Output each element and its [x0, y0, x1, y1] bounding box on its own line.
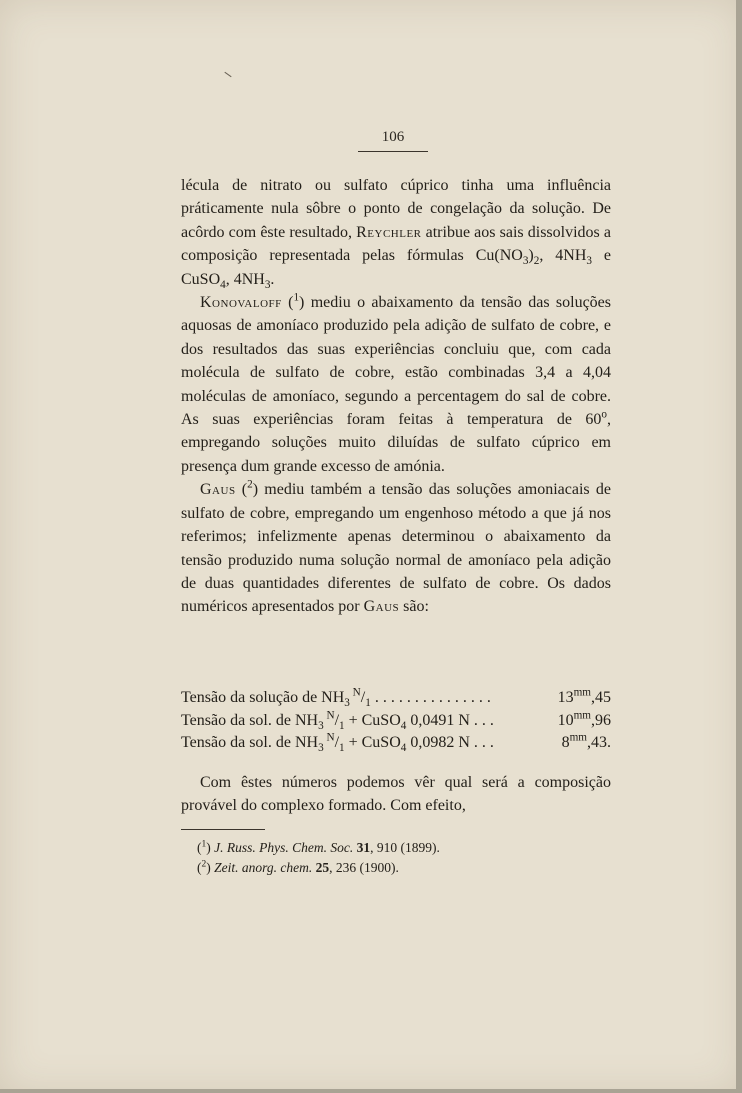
page-number: 106 — [381, 129, 405, 145]
paper-speck — [224, 72, 231, 77]
page-edge-bottom — [0, 1089, 742, 1093]
table-row-value: $13^{mm},45$ — [557, 686, 611, 706]
paragraph-3: Gaus ($^2$) mediu também a tensão das soluções amoniacais de sulfato de cobre, empregando um engenhoso método a que já nos referimos; infelizmente apenas determinou o abaixamento da tensão produzido numa solução normal de amoníaco pela adição de duas quantidades diferentes de sulfato de cobre. Os dados numéricos apresentados por Gaus são: — [181, 478, 612, 616]
closing-text — [181, 771, 611, 818]
footnotes — [197, 838, 597, 877]
data-table — [181, 687, 611, 755]
table-row-value: $10^{mm},96$ — [557, 709, 611, 729]
page-edge-right — [736, 0, 742, 1093]
table-row-label: Tensão da solução de $NH_3$ $^N/_1$ . . . . . . . . . . . . . . . — [181, 686, 491, 710]
table-row — [181, 710, 611, 733]
table-row — [181, 732, 611, 755]
paragraph-4: Com êstes números podemos vêr qual será a composição provável do complexo formado. Com efeito, — [181, 774, 611, 815]
footnote-1: ($^1$) J. Russ. Phys. Chem. Soc. 31, 910 (1899). — [197, 839, 440, 855]
table-row-label: Tensão da sol. de $NH_3$ $^N/_1$ + CuSO$_4$ 0,0491 N . . . — [181, 709, 494, 732]
footnote-2: ($^2$) Zeit. anorg. chem. 25, 236 (1900). — [197, 859, 399, 875]
paragraph-1: lécula de nitrato ou sulfato cúprico tinha uma influência práticamente nula sôbre o ponto de congelação da solução. De acôrdo com êste resultado, Reychler atribue aos sais dissolvidos a composição representada pelas fórmulas $Cu(NO_3)_2$, $4NH_3$ e CuSO$_4$, $4NH_3$. — [181, 177, 612, 291]
table-row-label: Tensão da sol. de $NH_3$ $^N/_1$ + CuSO$_4$ 0,0982 N . . . — [181, 731, 494, 755]
table-row-value: $8^{mm},43$. — [561, 731, 611, 751]
footnote-rule — [181, 829, 265, 830]
paragraph-2: Konovaloff ($^1$) mediu o abaixamento da tensão das soluções aquosas de amoníaco produzido pela adição de sulfato de cobre, e dos resultados das suas experiências concluiu que, com cada molécula de sulfato de cobre, estão combinadas 3,4 a 4,04 moléculas de amoníaco, segundo a percentagem do sal de cobre. As suas experiências foram feitas à temperatura de 60$^o$, empregando soluções muito diluídas de sulfato cúprico em presença dum grande excesso de amónia. — [181, 291, 612, 475]
page-number-rule — [358, 151, 428, 152]
body-text — [181, 174, 611, 619]
table-row — [181, 687, 611, 710]
